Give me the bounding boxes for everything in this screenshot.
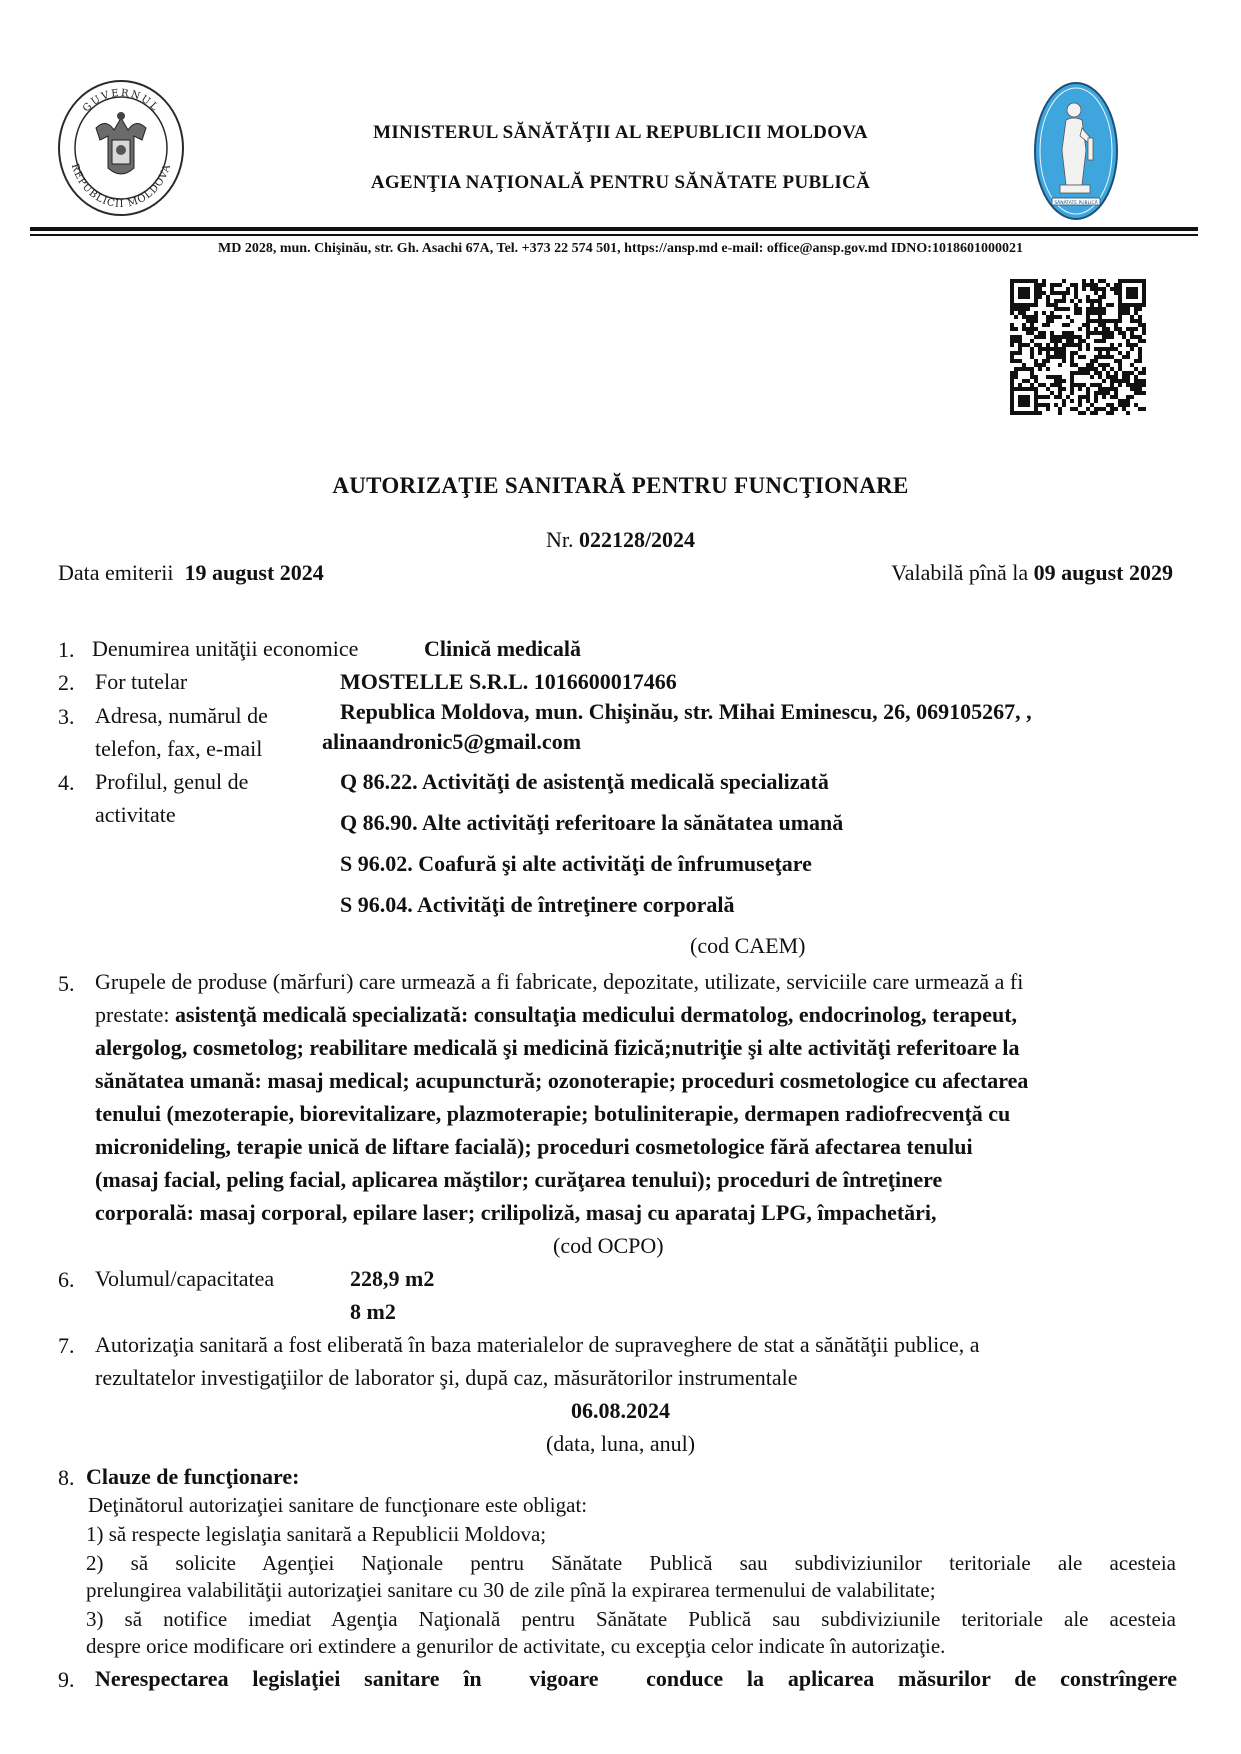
item-3-address: Republica Moldova, mun. Chişinău, str. Mihai Eminescu, 26, 069105267, , xyxy=(340,699,1032,724)
clause-2-line1: 2) să solicite Agenţiei Naţionale pentru Sănătate Publică sau subdiviziunilor teritoriale ale acesteia xyxy=(86,1551,1176,1575)
clause-3-line2: despre orice modificare ori extindere a genurilor de activitate, cu excepţia celor indicate în autorizaţie. xyxy=(86,1634,946,1658)
header-rule-thick xyxy=(30,227,1198,231)
document-title: AUTORIZAŢIE SANITARĂ PENTRU FUNCŢIONARE xyxy=(332,473,909,498)
nr-label: Nr. xyxy=(545,527,574,552)
valid-label: Valabilă pînă la xyxy=(891,560,1029,585)
nr-value: 022128/2024 xyxy=(578,527,696,552)
svg-text:REPUBLICII MOLDOVA: REPUBLICII MOLDOVA xyxy=(68,162,174,211)
document-number xyxy=(0,527,1241,553)
clause-1: 1) să respecte legislaţia sanitară a Republicii Moldova; xyxy=(86,1522,547,1546)
item-3-email: alinaandronic5@gmail.com xyxy=(322,729,582,754)
item-7-number: 7. xyxy=(58,1333,75,1358)
ministry-name: MINISTERUL SĂNĂTĂŢII AL REPUBLICII MOLDOVA xyxy=(373,122,868,143)
item-3-label-line2: telefon, fax, e-mail xyxy=(95,736,263,761)
item-9-number: 9. xyxy=(58,1667,75,1692)
activity-item: Q 86.22. Activităţi de asistenţă medicală specializată xyxy=(340,769,829,794)
item-5-number: 5. xyxy=(58,971,75,996)
government-seal xyxy=(56,78,186,218)
capacity-value: 228,9 m2 xyxy=(350,1266,435,1291)
agency-emblem xyxy=(1032,80,1120,223)
investigation-date: 06.08.2024 xyxy=(571,1398,670,1423)
item-1-number: 1. xyxy=(58,637,75,662)
item-5-line: (masaj facial, peling facial, aplicarea măştilor; curăţarea tenului); proceduri de întreţinere xyxy=(95,1167,943,1192)
item-2-value: MOSTELLE S.R.L. 1016600017466 xyxy=(340,669,677,694)
svg-text:GUVERNUL: GUVERNUL xyxy=(81,87,162,115)
item-8-intro: Deţinătorul autorizaţiei sanitare de funcţionare este obligat: xyxy=(88,1493,588,1517)
item-7-line2: rezultatelor investigaţiilor de laborator şi, după caz, măsurătorilor instrumentale xyxy=(95,1365,798,1390)
ocpo-note: (cod OCPO) xyxy=(553,1233,664,1258)
item-3-label-line1: Adresa, numărul de xyxy=(95,703,268,728)
item-3-number: 3. xyxy=(58,704,75,729)
date-format-note: (data, luna, anul) xyxy=(545,1431,696,1456)
caem-note: (cod CAEM) xyxy=(690,933,806,958)
item-7-line1: Autorizaţia sanitară a fost eliberată în baza materialelor de supraveghere de stat a sănătăţii publice, a xyxy=(95,1332,980,1357)
activity-item: S 96.04. Activităţi de întreţinere corporală xyxy=(340,892,735,917)
item-1-value: Clinică medicală xyxy=(424,636,582,661)
activity-item: S 96.02. Coafură şi alte activităţi de înfrumuseţare xyxy=(340,851,812,876)
item-5-prefix: prestate: xyxy=(95,1002,176,1027)
activity-item: Q 86.90. Alte activităţi referitoare la sănătatea umană xyxy=(340,810,844,835)
item-9-text: Nerespectarea legislaţiei sanitare în vigoare conduce la aplicarea măsurilor de constrîngere xyxy=(95,1666,1177,1691)
issue-label: Data emiterii xyxy=(58,560,174,585)
item-4-number: 4. xyxy=(58,770,75,795)
svg-text:SĂNĂTATE PUBLICĂ: SĂNĂTATE PUBLICĂ xyxy=(1054,201,1098,206)
item-2-label: For tutelar xyxy=(95,669,188,694)
item-5-line: Grupele de produse (mărfuri) care urmează a fi fabricate, depozitate, utilizate, serviciile care urmează a fi xyxy=(95,969,1024,994)
contact-line: MD 2028, mun. Chişinău, str. Gh. Asachi 67A, Tel. +373 22 574 501, https://ansp.md e-mail: office@ansp.gov.md IDNO:1018601000021 xyxy=(218,241,1023,256)
issue-date-line xyxy=(58,556,324,589)
item-5-line: alergolog, cosmetolog; reabilitare medicală şi medicină fizică;nutriţie şi alte activităţi referitoare la xyxy=(95,1035,1020,1060)
item-5-services-start: asistenţă medicală specializată: consultaţia medicului dermatolog, endocrinolog, terapeut, xyxy=(175,1002,1018,1027)
item-4-label-line1: Profilul, genul de xyxy=(95,769,249,794)
item-8-number: 8. xyxy=(58,1465,75,1490)
agency-name: AGENŢIA NAŢIONALĂ PENTRU SĂNĂTATE PUBLICĂ xyxy=(370,172,871,193)
item-5-line: tenului (mezoterapie, biorevitalizare, plazmoterapie; botuliniterapie, dermapen radiofrecvenţă cu xyxy=(95,1101,1011,1126)
item-4-label-line2: activitate xyxy=(95,802,176,827)
clause-3-line1: 3) să notifice imediat Agenţia Naţională pentru Sănătate Publică sau subdiviziunile teritoriale ale acesteia xyxy=(86,1607,1176,1631)
item-1-label: Denumirea unităţii economice xyxy=(92,636,359,661)
clause-2-line2: prelungirea valabilităţii autorizaţiei sanitare cu 30 de zile pînă la expirarea termenului de valabilitate; xyxy=(86,1578,936,1602)
item-5-line: micronideling, terapie unică de liftare facială); proceduri cosmetologice fără afectarea tenului xyxy=(95,1134,973,1159)
capacity-value: 8 m2 xyxy=(350,1299,396,1324)
header-rule-thin xyxy=(30,234,1198,236)
valid-date: 09 august 2029 xyxy=(1033,560,1173,585)
item-6-label: Volumul/capacitatea xyxy=(95,1266,275,1291)
item-8-title: Clauze de funcţionare: xyxy=(86,1464,300,1489)
item-5-line xyxy=(95,998,1165,1031)
issue-date: 19 august 2024 xyxy=(184,560,324,585)
item-5-line: sănătatea umană: masaj medical; acupunctură; ozonoterapie; proceduri cosmetologice cu afectarea xyxy=(95,1068,1029,1093)
item-6-number: 6. xyxy=(58,1267,75,1292)
item-5-line: corporală: masaj corporal, epilare laser; crilipoliză, masaj cu aparataj LPG, împachetări, xyxy=(95,1200,937,1225)
qr-code[interactable] xyxy=(1010,279,1146,415)
item-2-number: 2. xyxy=(58,670,75,695)
valid-date-line xyxy=(891,556,1173,589)
